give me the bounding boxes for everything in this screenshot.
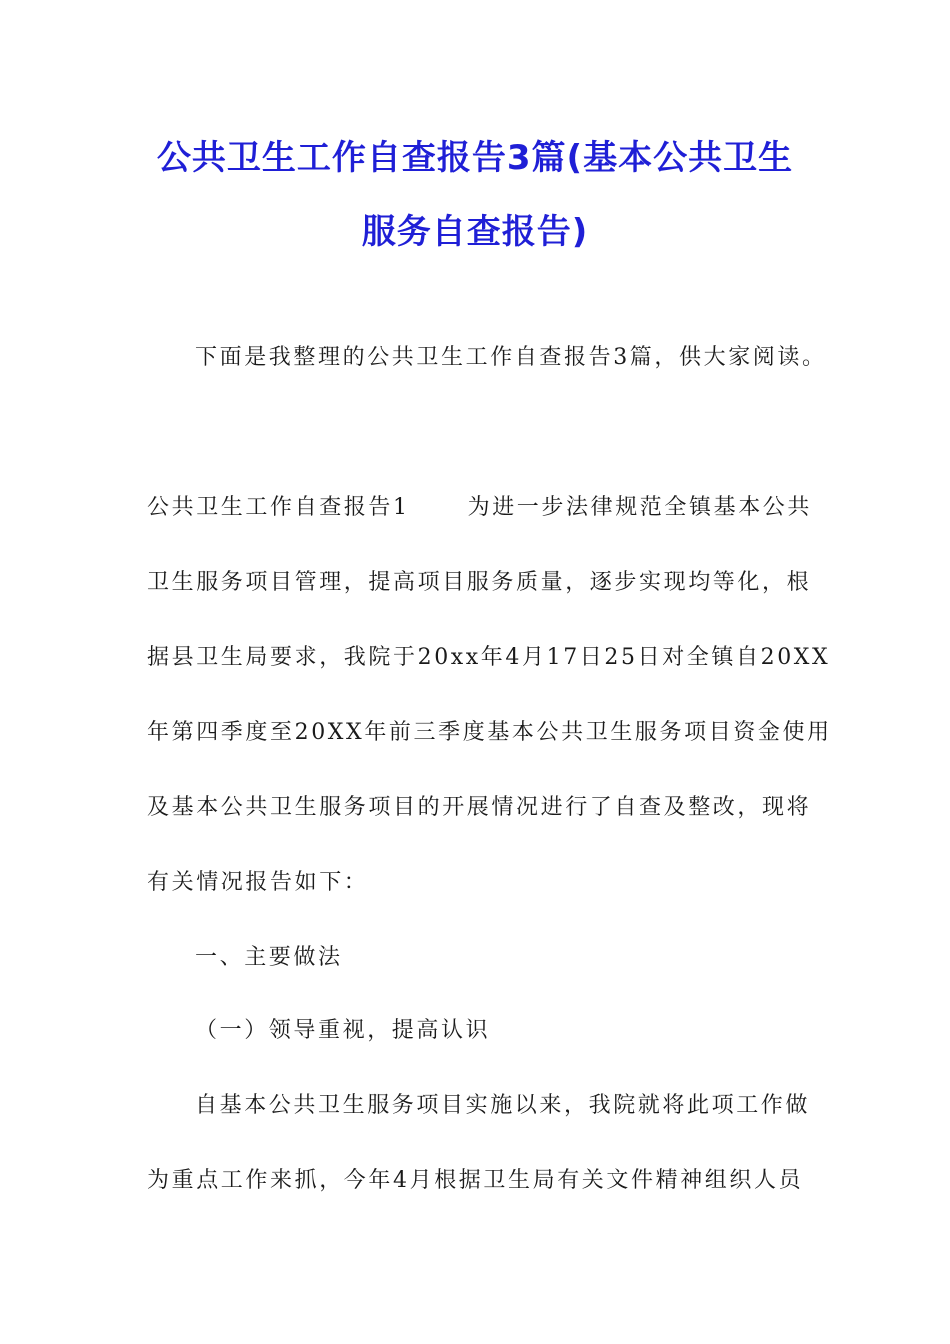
report-1-line: 年第四季度至20XX年前三季度基本公共卫生服务项目资金使用 [147,720,832,745]
body-paragraph-line: 为重点工作来抓，今年4月根据卫生局有关文件精神组织人员 [147,1168,804,1193]
report-1-heading: 公共卫生工作自查报告1 [147,495,410,520]
section-heading-main-practices: 一、主要做法 [195,945,343,970]
report-1-first-line-text: 为进一步法律规范全镇基本公共 [467,495,813,520]
report-1-line: 卫生服务项目管理，提高项目服务质量，逐步实现均等化，根 [147,570,812,595]
body-paragraph-line: 自基本公共卫生服务项目实施以来，我院就将此项工作做 [195,1093,811,1118]
report-1-line: 据县卫生局要求，我院于20xx年4月17日25日对全镇自20XX [147,645,831,670]
document-title-line-1: 公共卫生工作自查报告3篇(基本公共卫生 [156,138,794,178]
intro-paragraph: 下面是我整理的公共卫生工作自查报告3篇，供大家阅读。 [195,345,827,370]
subsection-heading-leadership: （一）领导重视，提高认识 [195,1018,491,1043]
report-1-first-line [147,493,812,523]
report-1-line: 及基本公共卫生服务项目的开展情况进行了自查及整改，现将 [147,795,812,820]
document-title-line-2: 服务自查报告) [361,212,589,252]
report-1-line: 有关情况报告如下： [147,870,369,895]
